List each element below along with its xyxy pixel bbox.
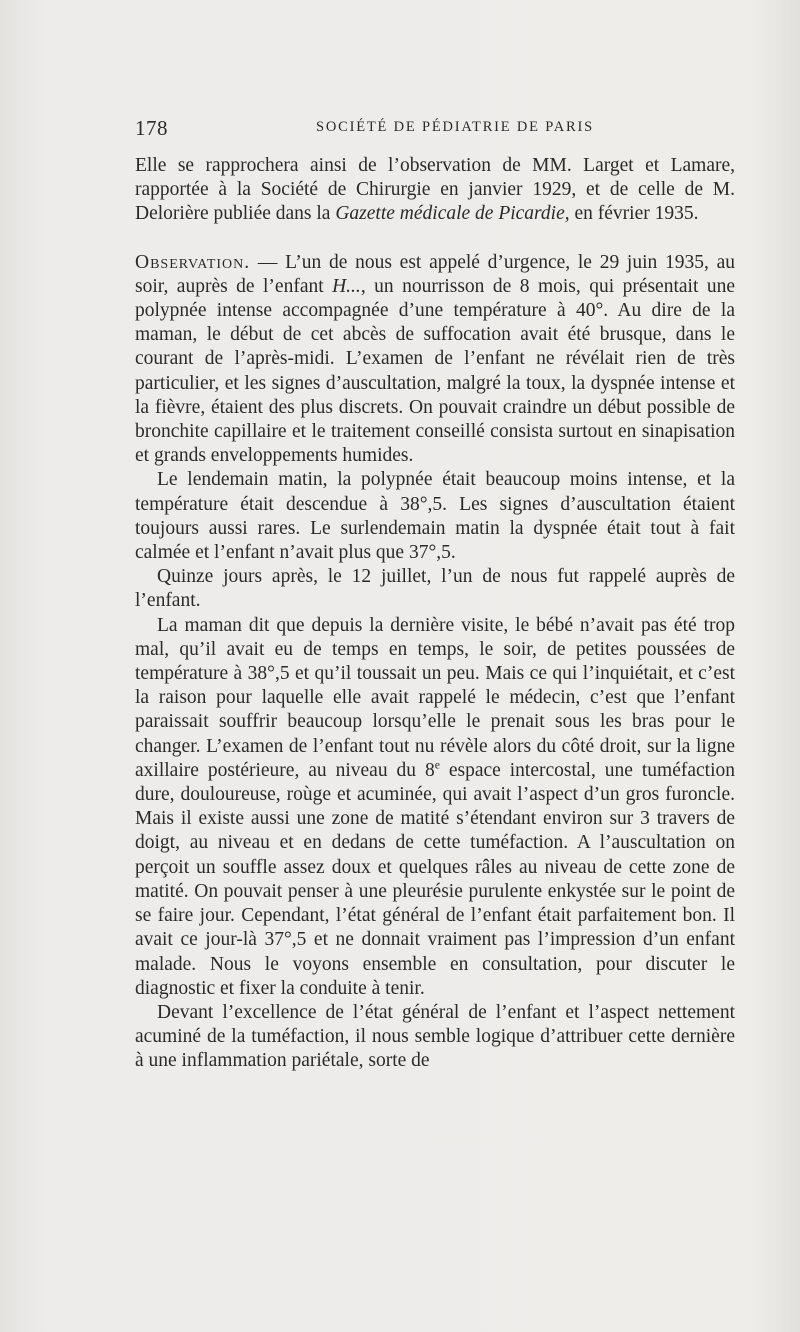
body-text	[135, 154, 735, 1074]
journal-title: Gazette médicale de Picardie	[335, 203, 565, 225]
observation-label: Observation.	[135, 251, 251, 273]
paragraph-next-day: Le lendemain matin, la polypnée était beaucoup moins intense, et la température était descendue à 38°,5. Les signes d’auscultation étaient toujours aussi rares. Le surlendemain matin la dyspnée était tout à fait calmée et l’enfant n’avait plus que 37°,5.	[135, 469, 735, 564]
page-number: 178	[135, 116, 168, 140]
page-header	[135, 116, 735, 144]
paragraph-conclusion: Devant l’excellence de l’état général de l’enfant et l’aspect nettement acuminé de la tuméfaction, il nous semble logique d’attribuer cette dernière à une inflammation pariétale, sorte de	[135, 1001, 735, 1072]
paragraph-fifteen-days: Quinze jours après, le 12 juillet, l’un de nous fut rappelé auprès de l’enfant.	[135, 566, 735, 612]
patient-initial: H...	[332, 275, 361, 297]
paragraph-mother-report: La maman dit que depuis la dernière visite, le bébé n’avait pas été trop mal, qu’il avait eu de temps en temps, le soir, de petites poussées de température à 38°,5 et qu’il toussait un peu. Mais ce qui l’inquiétait, et c’est la raison pour laquelle elle avait rappelé le médecin, c’est que l’enfant paraissait souffrir beaucoup lorsqu’elle le prenait sous les bras pour le changer. L’examen de l’enfant tout nu révèle alors du côté droit, sur la ligne axillaire postérieure, au niveau du 8e espace intercostal, une tuméfaction dure, douloureuse, roùge et acuminée, qui avait l’aspect d’un gros furoncle. Mais il existe aussi une zone de matité s’étendant environ sur 3 travers de doigt, au niveau et en dedans de cette tuméfaction. A l’auscultation on perçoit un souffle assez doux et quelques râles au niveau de cette zone de matité. On pouvait penser à une pleurésie purulente enkystée sur le point de se faire jour. Cependant, l’état général de l’enfant était parfaitement bon. Il avait ce jour-là 37°,5 et ne donnait vraiment pas l’impression d’un enfant malade. Nous le voyons ensemble en consultation, pour discuter le diagnostic et fixer la conduite à tenir.	[135, 614, 735, 999]
paragraph-intro: Elle se rapprochera ainsi de l’observation de MM. Larget et Lamare, rapportée à la Société de Chirurgie en janvier 1929, et de celle de M. Delorière publiée dans la Gazette médicale de Picardie, en février 1935.	[135, 155, 735, 225]
paragraph-observation: Observation. — L’un de nous est appelé d’urgence, le 29 juin 1935, au soir, auprès de l’enfant H..., un nourrisson de 8 mois, qui présentait une polypnée intense accompagnée d’une température à 40°. Au dire de la maman, le début de cet abcès de suffocation avait été brusque, dans le courant de l’après-midi. L’examen de l’enfant ne révélait rien de très particulier, et les signes d’auscultation, malgré la toux, la dyspnée intense et la fièvre, étaient des plus discrets. On pouvait craindre un début possible de bronchite capillaire et le traitement conseillé consista surtout en sinapisation et grands enveloppements humides.	[135, 251, 735, 467]
running-title: SOCIÉTÉ DE PÉDIATRIE DE PARIS	[315, 119, 595, 135]
